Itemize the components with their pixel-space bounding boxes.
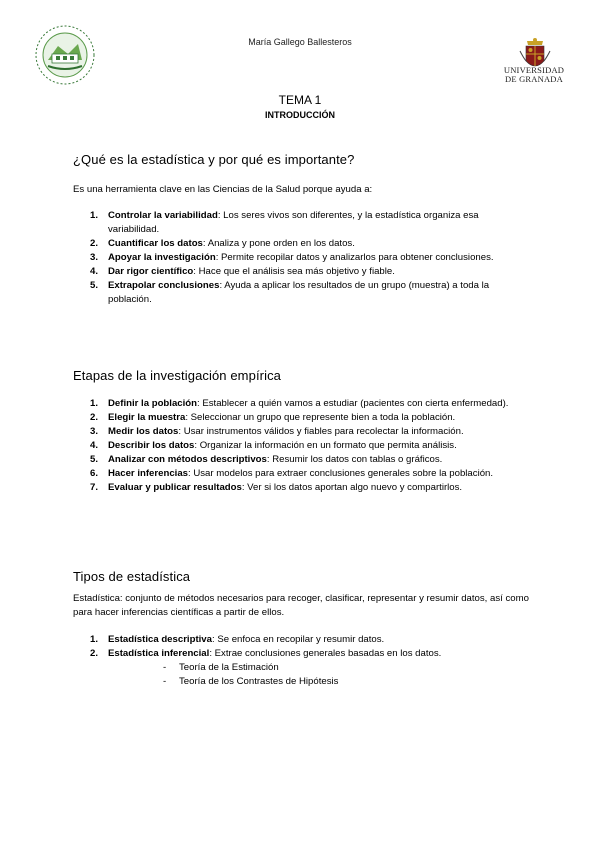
list-term: Analizar con métodos descriptivos [108, 454, 267, 465]
list-term: Medir los datos [108, 426, 179, 437]
list-number: 4. [90, 266, 99, 277]
list-item [73, 209, 523, 237]
list-item [73, 411, 523, 425]
university-line1: UNIVERSIDAD [503, 65, 565, 75]
list-term: Evaluar y publicar resultados [108, 482, 242, 493]
list-term: Controlar la variabilidad [108, 210, 218, 221]
section-heading-etapas: Etapas de la investigación empírica [73, 368, 282, 383]
list-item [73, 237, 523, 251]
sublist-text: Teoría de la Estimación [179, 662, 279, 673]
list-number: 1. [90, 634, 99, 645]
list-term: Describir los datos [108, 440, 195, 451]
list-term: Elegir la muestra [108, 412, 186, 423]
list-text: : Se enfoca en recopilar y resumir datos. [211, 634, 385, 645]
list-text: : Usar instrumentos válidos y fiables para recolectar la información. [178, 426, 464, 437]
list-number: 4. [90, 440, 99, 451]
list-text: : Analiza y pone orden en los datos. [202, 238, 355, 249]
list-term: Definir la población [108, 398, 198, 409]
list-item [73, 453, 523, 467]
list-item [73, 279, 523, 307]
list-text: : Extrae conclusiones generales basadas en los datos. [209, 648, 442, 659]
sublist-text: Teoría de los Contrastes de Hipótesis [179, 676, 339, 687]
list-term: Dar rigor científico [108, 266, 194, 277]
list-number: 2. [90, 412, 99, 423]
author-name: María Gallego Ballesteros [248, 37, 352, 47]
list-item [73, 265, 523, 279]
dash-bullet: - [163, 676, 167, 687]
sublist [108, 661, 523, 689]
section-heading-que-es: ¿Qué es la estadística y por qué es importante? [73, 152, 355, 167]
list-text: : Ayuda a aplicar los resultados de un grupo (muestra) a toda la población. [108, 280, 490, 305]
list-number: 7. [90, 482, 99, 493]
section3-list [73, 633, 523, 689]
sublist-item [108, 661, 523, 675]
list-item [73, 481, 523, 495]
list-number: 6. [90, 468, 99, 479]
list-text: : Los seres vivos son diferentes, y la estadística organiza esa variabilidad. [108, 210, 479, 235]
university-line2: DE GRANADA [505, 74, 563, 84]
list-number: 2. [90, 648, 99, 659]
list-term: Hacer inferencias [108, 468, 188, 479]
list-number: 3. [90, 426, 99, 437]
list-item [73, 251, 523, 265]
list-item [73, 425, 523, 439]
list-term: Estadística inferencial [108, 648, 210, 659]
list-term: Extrapolar conclusiones [108, 280, 220, 291]
list-number: 3. [90, 252, 99, 263]
section2-list [73, 397, 523, 495]
section1-list [73, 209, 523, 307]
list-item [73, 633, 523, 647]
list-text: : Organizar la información en un formato que permita análisis. [194, 440, 457, 451]
list-number: 1. [90, 210, 99, 221]
tema-title: TEMA 1 [278, 93, 322, 107]
university-name [494, 66, 574, 84]
list-number: 5. [90, 454, 99, 465]
list-number: 1. [90, 398, 99, 409]
list-text: : Resumir los datos con tablas o gráficos. [266, 454, 443, 465]
list-number: 2. [90, 238, 99, 249]
list-item [73, 397, 523, 411]
list-text: : Permite recopilar datos y analizarlos para obtener conclusiones. [215, 252, 494, 263]
list-text: : Usar modelos para extraer conclusiones generales sobre la población. [188, 468, 494, 479]
list-item [73, 647, 523, 689]
list-term: Estadística descriptiva [108, 634, 212, 645]
sublist-item [108, 675, 523, 689]
list-text: : Hace que el análisis sea más objetivo y fiable. [193, 266, 395, 277]
faculty-logo [34, 24, 96, 86]
list-term: Apoyar la investigación [108, 252, 216, 263]
list-text: : Ver si los datos aportan algo nuevo y compartirlos. [241, 482, 463, 493]
list-item [73, 439, 523, 453]
intro-subtitle: INTRODUCCIÓN [265, 110, 335, 120]
list-text: : Seleccionar un grupo que represente bien a toda la población. [185, 412, 456, 423]
dash-bullet: - [163, 662, 167, 673]
section1-intro: Es una herramienta clave en las Ciencias de la Salud porque ayuda a: [73, 184, 373, 195]
section3-intro: Estadística: conjunto de métodos necesarios para recoger, clasificar, representar y resumir datos, así como para hacer inferencias científicas a partir de ellos. [73, 593, 529, 618]
list-number: 5. [90, 280, 99, 291]
list-item [73, 467, 523, 481]
section-heading-tipos: Tipos de estadística [73, 569, 191, 584]
list-text: : Establecer a quién vamos a estudiar (pacientes con cierta enfermedad). [197, 398, 509, 409]
list-term: Cuantificar los datos [108, 238, 203, 249]
